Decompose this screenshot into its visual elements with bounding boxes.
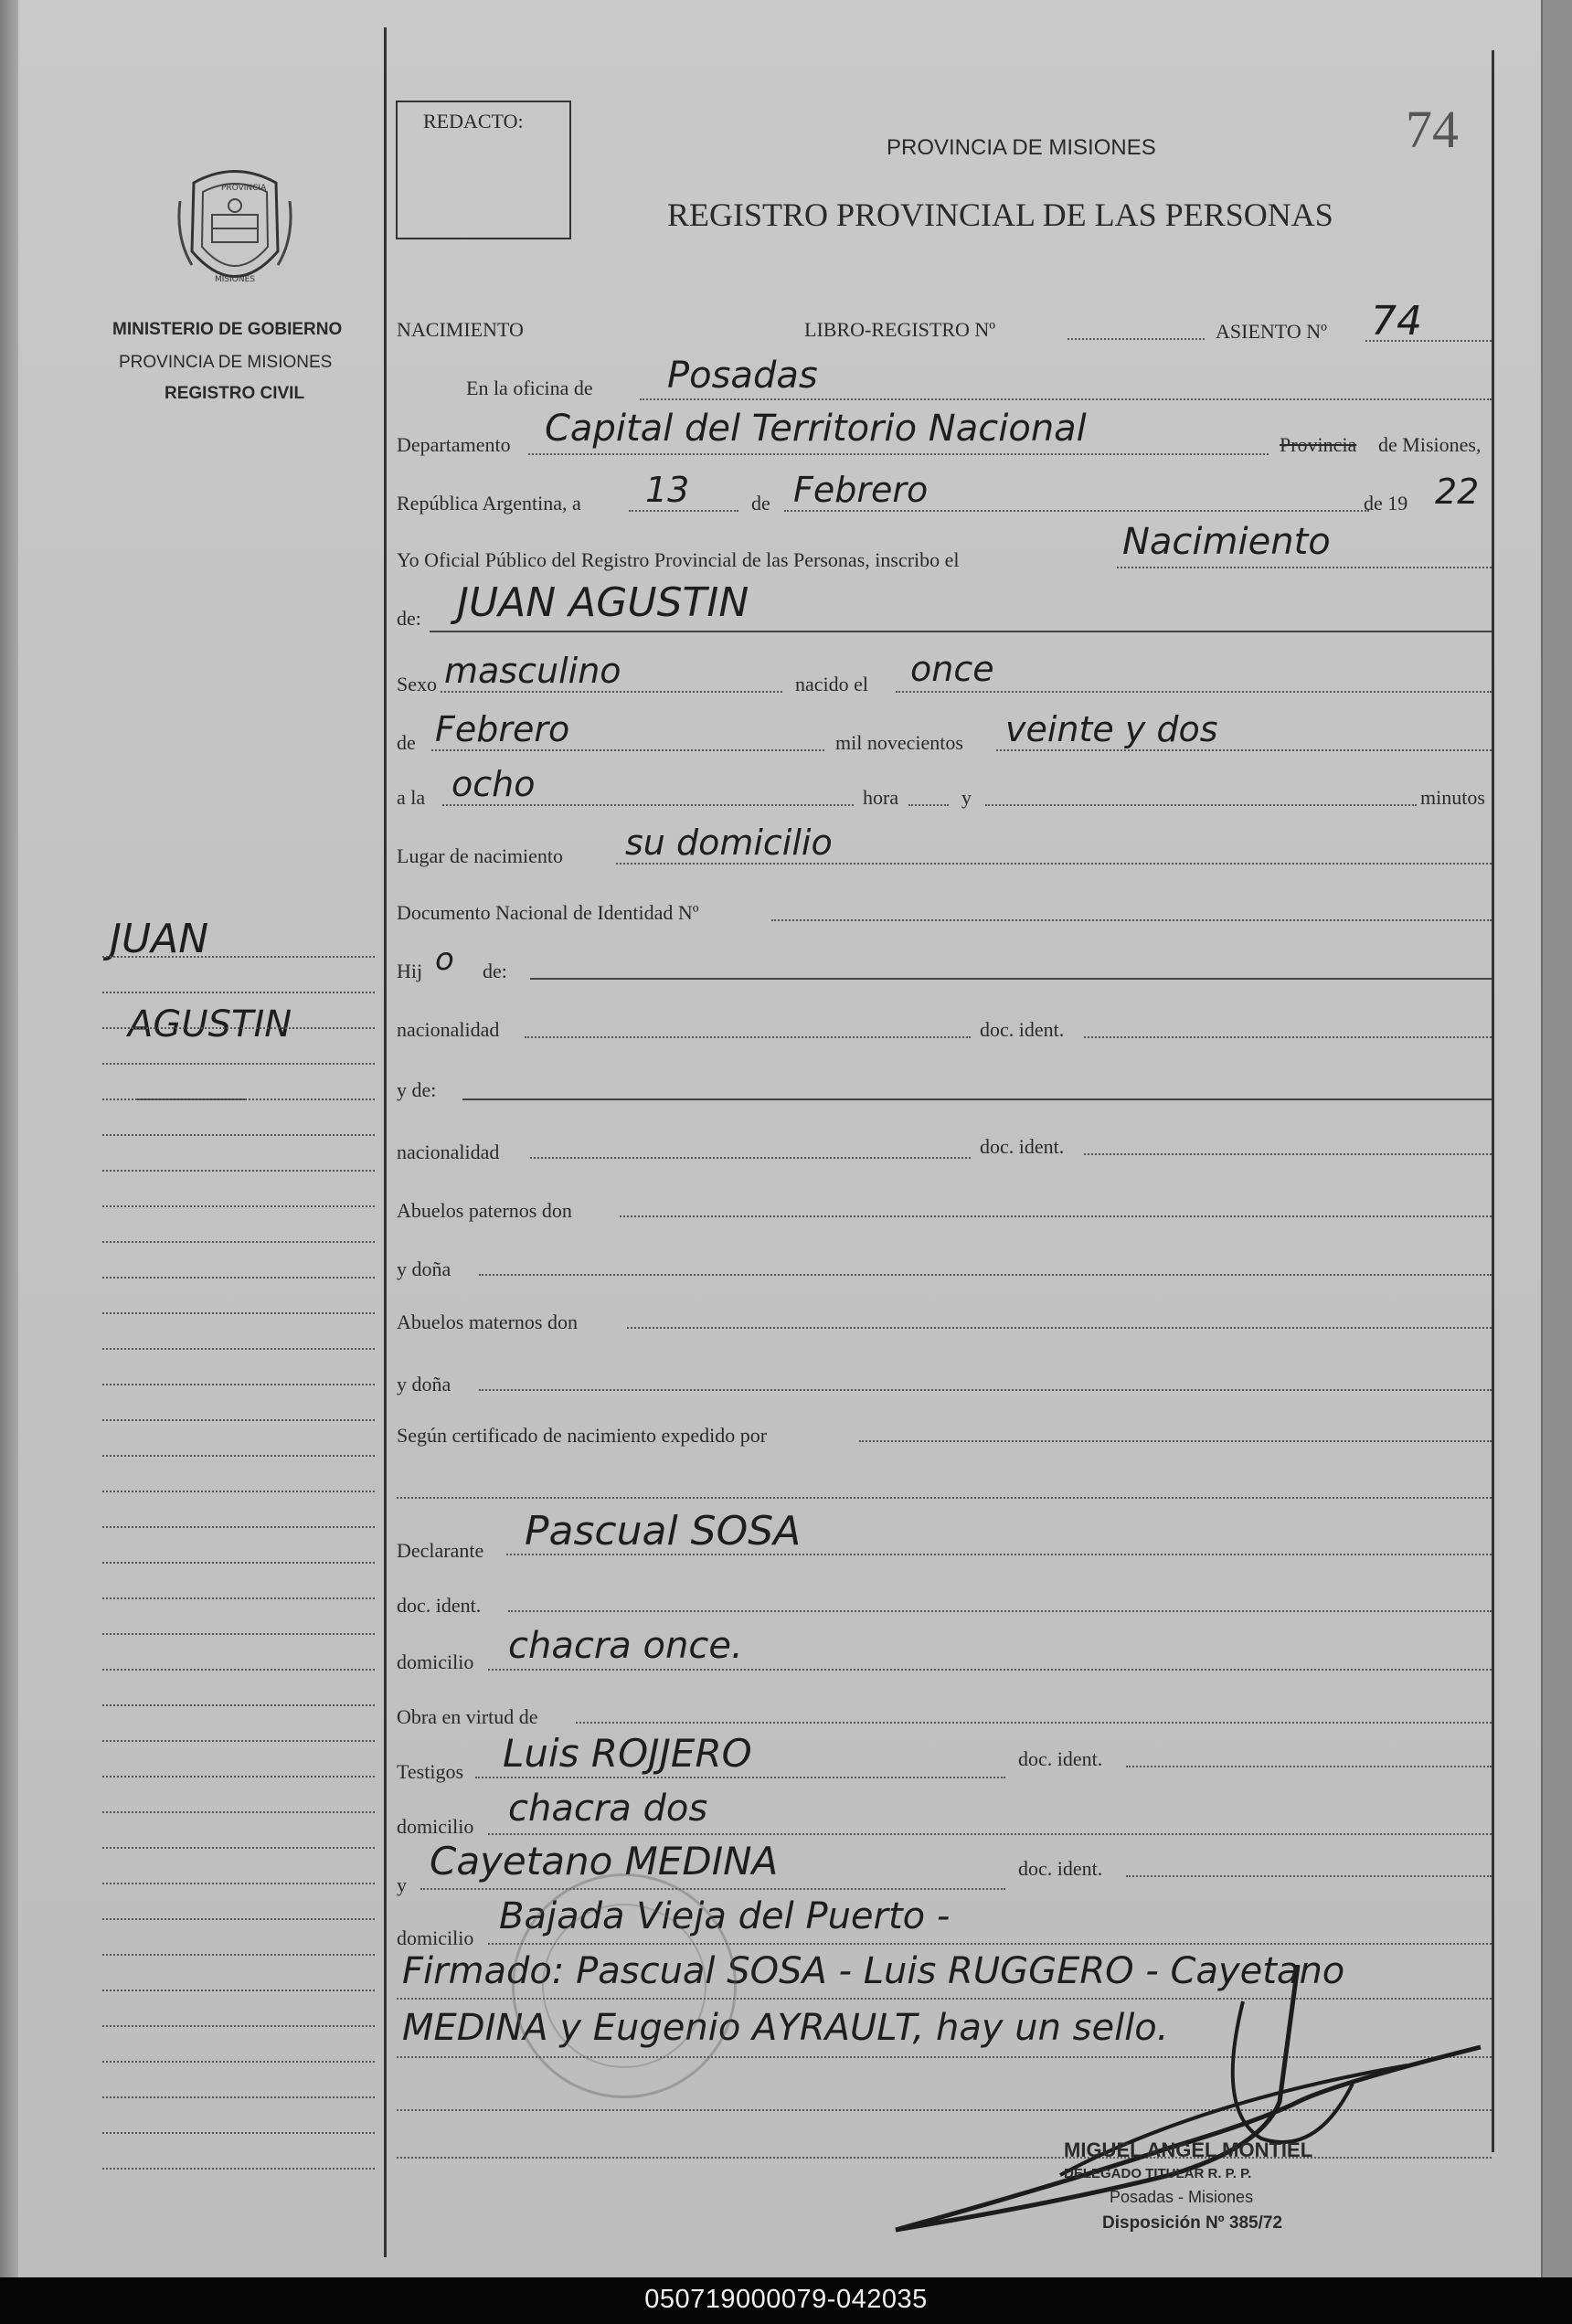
margin-ruled-line (102, 1241, 375, 1243)
domicilio2-field (488, 1833, 1492, 1835)
signatory-title: DELEGADO TITULAR R. P. P. (1064, 2166, 1252, 2181)
margin-ruled-line (102, 1776, 375, 1777)
obra-field (576, 1722, 1492, 1724)
civil-registry-label: REGISTRO CIVIL (165, 384, 305, 403)
sexo-value: masculino (444, 651, 621, 691)
province-heading: PROVINCIA DE MISIONES (887, 135, 1156, 160)
abuelos-maternos-label: Abuelos maternos don (397, 1311, 578, 1333)
oficial-value: Nacimiento (1122, 521, 1331, 563)
testigo2-field (420, 1888, 1005, 1890)
nacionalidad2-label: nacionalidad (397, 1141, 500, 1163)
lugar-value: su domicilio (625, 822, 833, 863)
abuelos-maternos-field (627, 1327, 1492, 1329)
margin-ruled-line (102, 2096, 375, 2098)
margin-ruled-line (102, 1455, 375, 1457)
margin-ruled-line (102, 1883, 375, 1884)
day-field (629, 510, 738, 512)
firmado-line-1: Firmado: Pascual SOSA - Luis RUGGERO - Cayetano (402, 1950, 1345, 1992)
docident1-field (1084, 1036, 1492, 1038)
ydona1-label: y doña (397, 1258, 451, 1280)
oficina-label: En la oficina de (466, 377, 593, 399)
provincia-struck: Provincia (1280, 433, 1357, 456)
docident4-label: doc. ident. (1018, 1747, 1103, 1770)
month2-field (431, 749, 824, 751)
padre-line (530, 978, 1492, 980)
domicilio3-label: domicilio (397, 1926, 474, 1949)
margin-ruled-line (102, 1990, 375, 1991)
hora-label: hora (863, 786, 899, 809)
registered-name: JUAN AGUSTIN (457, 579, 749, 626)
oficina-value: Posadas (667, 355, 818, 397)
departamento-field (528, 453, 1269, 455)
testigo1-value: Luis ROJJERO (503, 1731, 752, 1776)
minutos-label: minutos (1420, 786, 1485, 809)
y-label: y (961, 786, 972, 809)
de-colon-label: de: (397, 607, 421, 630)
margin-ruled-line (102, 1170, 375, 1172)
republica-label: República Argentina, a (397, 492, 581, 515)
docident3-label: doc. ident. (397, 1594, 482, 1617)
domicilio1-label: domicilio (397, 1650, 474, 1673)
margin-name-second: AGUSTIN (128, 1003, 292, 1045)
hijo-value: o (435, 941, 454, 978)
oficial-label: Yo Oficial Público del Registro Provincial de las Personas, inscribo el (397, 548, 960, 571)
registered-name-line (430, 631, 1492, 632)
right-border (1492, 50, 1494, 2152)
registry-title: REGISTRO PROVINCIAL DE LAS PERSONAS (667, 196, 1333, 233)
margin-ruled-line (102, 1811, 375, 1813)
nacionalidad1-label: nacionalidad (397, 1018, 500, 1041)
margin-ruled-line (102, 1348, 375, 1350)
docident5-label: doc. ident. (1018, 1857, 1103, 1880)
yde-label: y de: (397, 1078, 437, 1101)
day-value: 13 (645, 470, 690, 510)
departamento-label: Departamento (397, 433, 511, 456)
testigos-label: Testigos (397, 1760, 464, 1783)
nacido-label: nacido el (795, 673, 869, 695)
de2-label: de (397, 731, 416, 754)
margin-ruled-line (102, 1098, 375, 1100)
docident2-label: doc. ident. (980, 1135, 1065, 1158)
month-field (784, 510, 1369, 512)
page-binding-shadow (0, 0, 18, 2277)
domicilio1-value: chacra once. (508, 1625, 743, 1667)
hora-value: ocho (451, 764, 536, 804)
firmado-line-2: MEDINA y Eugenio AYRAULT, hay un sello. (402, 2007, 1169, 2049)
margin-ruled-line (102, 1419, 375, 1421)
mil-value: veinte y dos (1005, 709, 1218, 749)
de-label: de (751, 492, 770, 515)
month2-value: Febrero (435, 709, 570, 749)
margin-name-first: JUAN (110, 916, 209, 962)
nacionalidad1-field (525, 1036, 971, 1038)
margin-ruled-line (102, 992, 375, 993)
sexo-label: Sexo (397, 673, 437, 695)
margin-ruled-line (102, 1063, 375, 1065)
year-value: 22 (1435, 472, 1480, 512)
domicilio2-value: chacra dos (508, 1788, 708, 1830)
signatory-disposicion: Disposición Nº 385/72 (1102, 2213, 1283, 2233)
margin-ruled-line (102, 1597, 375, 1599)
margin-ruled-line (102, 1027, 375, 1029)
hora2-field (908, 804, 949, 806)
testigo2-value: Cayetano MEDINA (430, 1839, 779, 1884)
margin-ruled-line (102, 1312, 375, 1314)
documento-label: Documento Nacional de Identidad Nº (397, 901, 699, 924)
ydona2-label: y doña (397, 1373, 451, 1395)
margin-ruled-line (102, 2061, 375, 2063)
abuelos-paternos-label: Abuelos paternos don (397, 1199, 572, 1222)
de-misiones-label: de Misiones, (1378, 433, 1482, 456)
mil-field (996, 749, 1492, 751)
ydona1-field (479, 1274, 1492, 1276)
obra-label: Obra en virtud de (397, 1705, 538, 1728)
hijo-de-label: de: (483, 960, 507, 982)
lugar-field (616, 863, 1492, 865)
margin-ruled-line (102, 1704, 375, 1706)
asiento-field (1365, 340, 1492, 342)
margin-ruled-line (102, 2025, 375, 2027)
y2-label: y (397, 1873, 407, 1896)
asiento-label: ASIENTO Nº (1216, 320, 1327, 343)
margin-ruled-line (102, 1491, 375, 1492)
lugar-label: Lugar de nacimiento (397, 844, 564, 867)
declarante-label: Declarante (397, 1539, 484, 1562)
redacto-box (396, 101, 571, 239)
ydona2-field (479, 1389, 1492, 1391)
official-stamp-icon (512, 1873, 737, 2098)
nacimiento-label: NACIMIENTO (397, 318, 524, 341)
segun-label: Según certificado de nacimiento expedido por (397, 1424, 768, 1447)
departamento-value: Capital del Territorio Nacional (545, 408, 1087, 450)
sexo-field (441, 691, 782, 693)
segun-field-2 (397, 1497, 1492, 1499)
docident4-field (1126, 1766, 1492, 1767)
margin-ruled-line (102, 1918, 375, 1920)
margin-ruled-line (102, 956, 375, 958)
nacionalidad2-field (530, 1157, 971, 1159)
margin-ruled-line (102, 1205, 375, 1207)
domicilio1-field (488, 1669, 1492, 1671)
hijo-label: Hij (397, 960, 423, 982)
ministry-label: MINISTERIO DE GOBIERNO (112, 320, 343, 339)
docident3-field (508, 1610, 1492, 1612)
margin-ruled-line (102, 2168, 375, 2170)
testigo1-field (475, 1777, 1005, 1778)
libro-field (1067, 338, 1205, 340)
oficial-field (1117, 567, 1492, 568)
documento-field (771, 919, 1492, 921)
margin-ruled-line (102, 1847, 375, 1849)
nacido-value: once (910, 649, 994, 689)
margin-ruled-line (102, 1277, 375, 1279)
margin-ruled-line (102, 1740, 375, 1742)
margin-ruled-line (102, 1954, 375, 1956)
signatory-place: Posadas - Misiones (1110, 2188, 1254, 2206)
domicilio2-label: domicilio (397, 1815, 474, 1838)
signatory-name: MIGUEL ANGEL MONTIEL (1064, 2138, 1313, 2161)
declarante-value: Pascual SOSA (525, 1508, 802, 1555)
docident1-label: doc. ident. (980, 1018, 1065, 1041)
provincial-seal-icon (175, 164, 294, 302)
redacto-label: REDACTO: (423, 110, 524, 133)
margin-divider (384, 27, 387, 2257)
margin-ruled-line (102, 1562, 375, 1564)
margin-ruled-line (102, 1669, 375, 1671)
seal-top-text: PROVINCIA (221, 184, 267, 193)
libro-label: LIBRO-REGISTRO Nº (804, 318, 996, 341)
madre-line (462, 1098, 1492, 1100)
margin-ruled-line (102, 1526, 375, 1528)
domicilio3-value: Bajada Vieja del Puerto - (499, 1895, 951, 1937)
docident2-field (1084, 1153, 1492, 1155)
abuelos-paternos-field (620, 1215, 1492, 1217)
seal-bottom-text: MISIONES (215, 275, 256, 284)
document-code: 050719000079-042035 (644, 2285, 928, 2314)
asiento-value: 74 (1371, 298, 1422, 345)
province-label: PROVINCIA DE MISIONES (119, 353, 333, 372)
margin-ruled-line (102, 1134, 375, 1136)
nacido-field (896, 691, 1492, 693)
segun-field (859, 1440, 1492, 1442)
page-number: 74 (1406, 100, 1459, 159)
ala-label: a la (397, 786, 426, 809)
margin-ruled-line (102, 1633, 375, 1635)
docident5-field (1126, 1875, 1492, 1877)
hora-field (442, 804, 854, 806)
minutos-field (985, 804, 1417, 806)
margin-ruled-line (102, 2132, 375, 2134)
oficina-field (640, 398, 1492, 400)
de-19-label: de 19 (1364, 492, 1408, 515)
margin-ruled-line (102, 1384, 375, 1385)
month-value: Febrero (793, 470, 929, 510)
mil-label: mil novecientos (835, 731, 963, 754)
declarante-field (506, 1554, 1492, 1555)
